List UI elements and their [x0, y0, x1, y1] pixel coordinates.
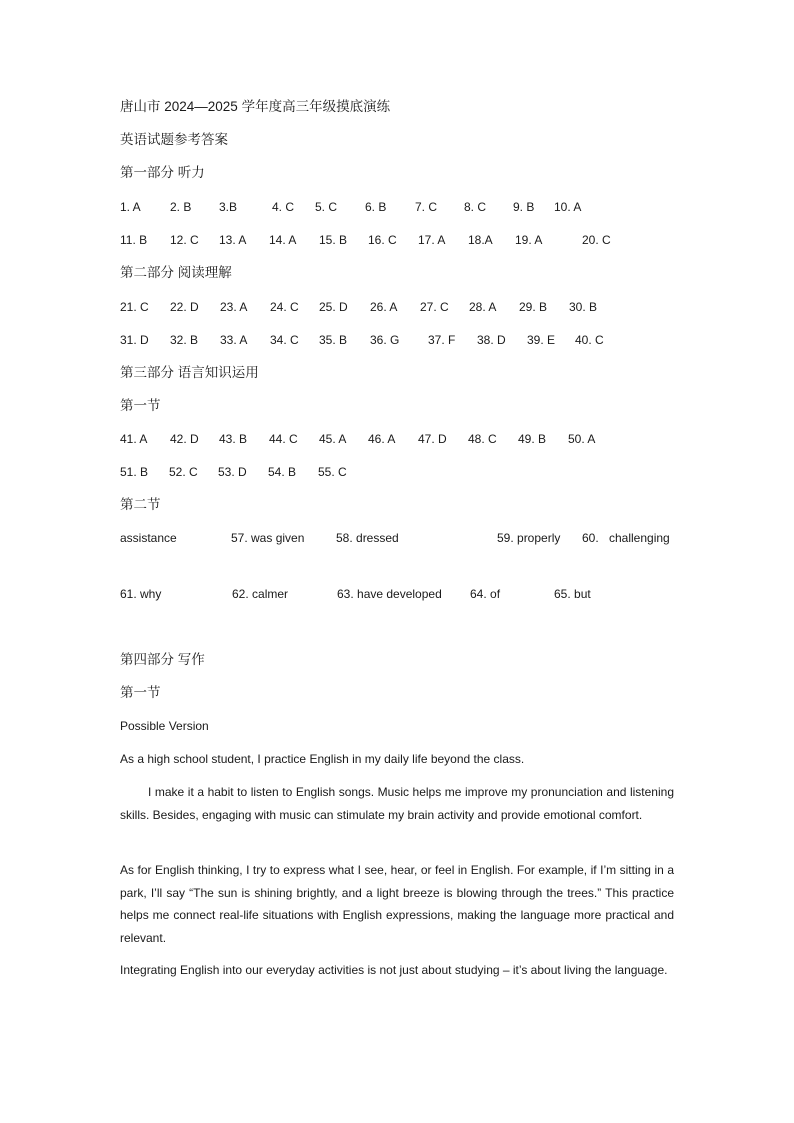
answer-item: 40. C — [575, 333, 604, 347]
document-title: 唐山市 2024—2025 学年度高三年级摸底演练 — [120, 99, 391, 114]
answer-item: 16. C — [368, 233, 397, 247]
part4-heading: 第四部分 写作 — [120, 652, 205, 667]
answer-item: 12. C — [170, 233, 199, 247]
answer-item: 28. A — [469, 300, 497, 314]
answer-item: 58. dressed — [336, 531, 399, 545]
answer-item: 38. D — [477, 333, 506, 347]
answer-item: 24. C — [270, 300, 299, 314]
answer-item: 8. C — [464, 200, 487, 214]
part1-heading: 第一部分 听力 — [120, 165, 205, 180]
part2-answers-row2 — [120, 332, 680, 348]
answer-item: 30. B — [569, 300, 598, 314]
answer-item: 17. A — [418, 233, 446, 247]
answer-item: 14. A — [269, 233, 297, 247]
answer-item: 18.A — [468, 233, 493, 247]
answer-item: 1. A — [120, 200, 141, 214]
answer-item: 11. B — [120, 233, 148, 247]
answer-item: 32. B — [170, 333, 199, 347]
answer-item: 39. E — [527, 333, 556, 347]
document-subtitle: 英语试题参考答案 — [120, 132, 228, 147]
answer-item: 52. C — [169, 465, 198, 479]
answer-item: 48. C — [468, 432, 497, 446]
answer-item: 22. D — [170, 300, 199, 314]
answer-item: 19. A — [515, 233, 543, 247]
answer-item: 6. B — [365, 200, 387, 214]
answer-item: 41. A — [120, 432, 148, 446]
answer-item: 57. was given — [231, 531, 305, 545]
answer-item: 63. have developed — [337, 587, 442, 601]
part4-section1-heading: 第一节 — [120, 685, 161, 700]
answer-item: 55. C — [318, 465, 347, 479]
answer-item: 36. G — [370, 333, 400, 347]
part3-section1-heading: 第一节 — [120, 398, 161, 413]
answer-item: 33. A — [220, 333, 248, 347]
answer-item: 25. D — [319, 300, 348, 314]
part2-heading: 第二部分 阅读理解 — [120, 265, 232, 280]
essay-paragraph-3: As for English thinking, I try to express what I see, hear, or feel in English. For example, if I’m sitting in a park, I’ll say “The sun is shining brightly, and a light breeze is blowing through the trees.” This practice helps me connect real-life situations with English expressions, making the language more practical and relevant. — [120, 863, 674, 945]
essay-paragraph-1: As a high school student, I practice English in my daily life beyond the class. — [120, 752, 525, 766]
answer-item: 2. B — [170, 200, 192, 214]
answer-item: 53. D — [218, 465, 247, 479]
answer-item: 23. A — [220, 300, 248, 314]
answer-item: 45. A — [319, 432, 347, 446]
answer-item: 15. B — [319, 233, 348, 247]
answer-item: 5. C — [315, 200, 338, 214]
answer-item: 4. C — [272, 200, 295, 214]
answer-item: 29. B — [519, 300, 548, 314]
answer-item: 54. B — [268, 465, 297, 479]
answer-item: 42. D — [170, 432, 199, 446]
answer-item: 34. C — [270, 333, 299, 347]
answer-item: 37. F — [428, 333, 456, 347]
answer-item: 35. B — [319, 333, 348, 347]
possible-version-label: Possible Version — [120, 719, 209, 733]
answer-item: 59. properly — [497, 531, 561, 545]
part3-section2-heading: 第二节 — [120, 497, 161, 512]
answer-item: 26. A — [370, 300, 398, 314]
part3-section1-answers-row1 — [120, 431, 680, 447]
answer-item: 46. A — [368, 432, 396, 446]
part3-section1-answers-row2 — [120, 464, 680, 480]
answer-item: 3.B — [219, 200, 238, 214]
answer-item: 9. B — [513, 200, 535, 214]
answer-item: 64. of — [470, 587, 501, 601]
answer-item: 43. B — [219, 432, 248, 446]
answer-item: 50. A — [568, 432, 596, 446]
part3-heading: 第三部分 语言知识运用 — [120, 365, 259, 380]
essay-paragraph-2: I make it a habit to listen to English songs. Music helps me improve my pronunciation and listening skills. Besides, engaging with music can stimulate my brain activity and provide emotional comfort. — [120, 785, 674, 822]
answer-item: assistance — [120, 531, 177, 545]
part3-section2-answers-row2 — [120, 586, 680, 602]
answer-item: 51. B — [120, 465, 149, 479]
answer-item: challenging — [609, 531, 670, 545]
answer-item: 7. C — [415, 200, 438, 214]
answer-item: 20. C — [582, 233, 611, 247]
part1-answers-row2 — [120, 232, 680, 248]
answer-item: 47. D — [418, 432, 447, 446]
answer-item: 65. but — [554, 587, 591, 601]
part3-section2-answers-row1 — [120, 530, 680, 546]
part2-answers-row1 — [120, 299, 680, 315]
part1-answers-row1 — [120, 199, 680, 215]
answer-item: 44. C — [269, 432, 298, 446]
answer-item: 27. C — [420, 300, 449, 314]
answer-item: 21. C — [120, 300, 149, 314]
answer-item: 60. — [582, 531, 599, 545]
answer-item: 13. A — [219, 233, 247, 247]
answer-item: 62. calmer — [232, 587, 289, 601]
answer-item: 61. why — [120, 587, 162, 601]
answer-item: 49. B — [518, 432, 547, 446]
answer-item: 31. D — [120, 333, 149, 347]
essay-paragraph-4: Integrating English into our everyday activities is not just about studying – it’s about living the language. — [120, 963, 668, 977]
answer-item: 10. A — [554, 200, 582, 214]
